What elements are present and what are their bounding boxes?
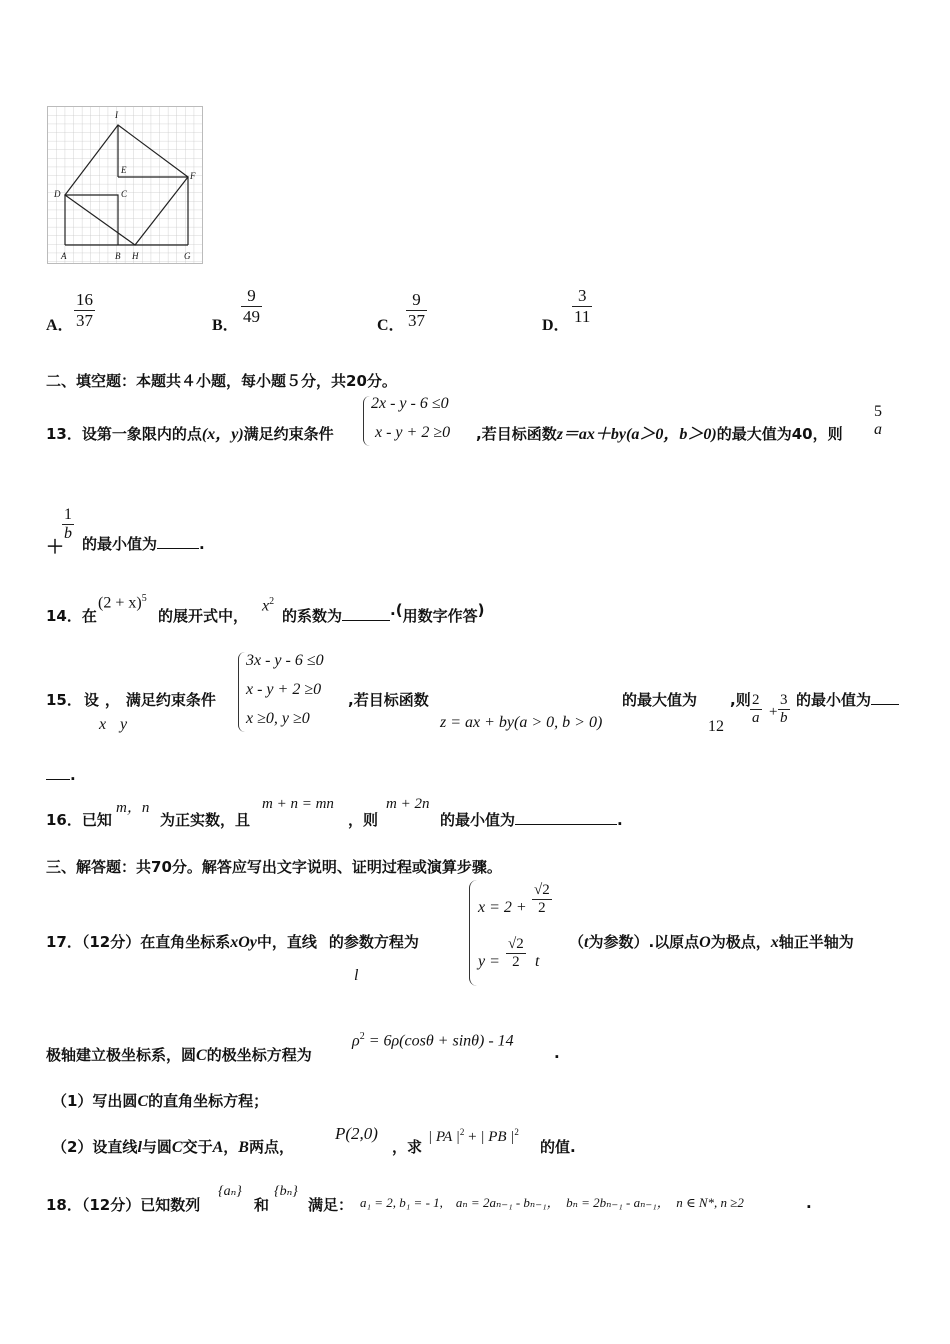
question-13-line2: ＋: [46, 537, 64, 558]
line-l-label: l: [354, 967, 359, 984]
variable-x: x: [99, 716, 107, 733]
plus-sign: +: [769, 704, 778, 720]
param-y-frac: $\frac{√2}{2}$: [508, 936, 524, 970]
max-value: 12: [708, 718, 724, 735]
question-15b: ,若目标函数: [348, 691, 429, 709]
objective-function: z = ax + by(a > 0, b > 0): [440, 714, 603, 731]
grid-figure: [46, 105, 206, 267]
label-A: A: [61, 251, 67, 261]
param-y-lhs: y =: [478, 953, 500, 970]
question-16c: ，则: [348, 811, 379, 829]
question-13-line1b: ,若目标函数z＝ax＋by(a＞0，b＞0)的最大值为40，则: [476, 425, 843, 443]
label-D: D: [54, 189, 61, 199]
param-x-lhs: x = 2 +: [478, 899, 527, 916]
fraction-1-over-b: $\frac{1}{b}$: [64, 506, 72, 542]
question-15f: .: [46, 766, 76, 784]
label-F: F: [190, 171, 196, 181]
question-17-line1b: （t为参数）.以原点O为极点，x轴正半轴为: [569, 933, 854, 951]
constraint-1: 2x - y - 6 ≤0: [371, 395, 449, 412]
constraint-brace: [363, 396, 370, 446]
distance-sum: | PA $|^2$ + | PB $|^2$: [428, 1127, 519, 1145]
fraction-2-over-a: $\frac{2}{a}$: [752, 692, 760, 726]
variable-y: y: [120, 716, 128, 733]
recurrence-conditions: a₁ = 2, b₁ = - 1, aₙ = 2aₙ₋₁ - bₙ₋₁， bₙ = 2bₙ₋₁ - aₙ₋₁， n ∈ N*, n ≥2: [360, 1195, 744, 1210]
label-I: I: [115, 110, 118, 120]
option-fraction: $\frac{3}{11}$: [574, 286, 591, 326]
fraction-5-over-a: 5 a: [874, 403, 882, 438]
label-B: B: [115, 251, 121, 261]
variables-m-n: m，n: [116, 800, 150, 816]
question-18: 18．（12分）已知数列: [46, 1196, 201, 1214]
fraction-3-over-b: $\frac{3}{b}$: [780, 692, 788, 726]
question-14b: 的展开式中，: [158, 607, 249, 625]
question-18b: 和: [254, 1196, 270, 1214]
option-letter: B．: [212, 317, 239, 334]
question-15: 15． 设 ， 满足约束条件: [46, 691, 216, 709]
question-18-end: .: [806, 1194, 812, 1212]
option-letter: D．: [542, 317, 570, 334]
option-fraction: $\frac{9}{37}$: [408, 290, 425, 330]
param-x-frac: $\frac{√2}{2}$: [534, 882, 550, 916]
question-17-part1: （1）写出圆C的直角坐标方程；: [52, 1092, 269, 1110]
question-16: 16．已知: [46, 811, 112, 829]
target-expression: m + 2n: [386, 796, 430, 812]
option-letter: A．: [46, 317, 74, 334]
polar-equation: $\rho^2 = 6\rho(\cos\theta + \sin\theta) - 14$: [352, 1031, 514, 1050]
label-G: G: [184, 251, 191, 261]
sequence-b: {bₙ}: [274, 1184, 298, 1199]
constraint-2: x - y + 2 ≥0: [246, 681, 322, 698]
question-15c: 的最大值为: [622, 691, 698, 709]
question-15d: ,则: [730, 691, 751, 709]
question-17-part2: （2）设直线l与圆C交于A，B两点，: [52, 1138, 294, 1156]
question-17-line1: 17．（12分）在直角坐标系xOy中，直线 的参数方程为: [46, 933, 419, 951]
binomial-expression: $(2 + x)^5$: [98, 593, 147, 612]
question-14c: 的系数为 .(用数字作答): [282, 601, 485, 625]
constraint-1: 3x - y - 6 ≤0: [246, 652, 324, 669]
constraint-brace: [238, 652, 245, 732]
question-16b: 为正实数，且: [160, 811, 251, 829]
question-15e: 的最小值为: [796, 689, 899, 710]
question-13-line1: 13．设第一象限内的点(x，y)满足约束条件: [46, 425, 334, 443]
label-C: C: [121, 189, 128, 199]
option-letter: C．: [377, 317, 405, 334]
geometry-figure: [46, 105, 206, 267]
question-18c: 满足：: [308, 1196, 354, 1214]
param-t: t: [535, 953, 540, 970]
option-fraction: $\frac{9}{49}$: [243, 286, 260, 326]
question-14: 14．在: [46, 607, 97, 625]
section-heading-solutions: 三、解答题：共70分。解答应写出文字说明、证明过程或演算步骤。: [46, 858, 502, 876]
question-17-part2b: ，求: [392, 1138, 423, 1156]
question-13-line2b: 的最小值为 .: [82, 535, 205, 553]
condition-equation: m + n = mn: [262, 796, 334, 812]
section-heading-fill-blank: 二、填空题：本题共４小题，每小题５分，共20分。: [46, 372, 397, 390]
question-16d: 的最小值为 .: [440, 811, 623, 829]
label-E: E: [121, 165, 127, 175]
polar-dot: .: [554, 1044, 560, 1062]
question-17-line2: 极轴建立极坐标系，圆C的极坐标方程为: [46, 1046, 312, 1064]
label-H: H: [132, 251, 139, 261]
sequence-a: {aₙ}: [218, 1184, 242, 1199]
x-squared: $x^2$: [262, 596, 275, 615]
constraint-2: x - y + 2 ≥0: [375, 424, 451, 441]
parametric-brace: [469, 880, 477, 986]
constraint-3: x ≥0, y ≥0: [246, 710, 310, 727]
question-17-part2c: 的值.: [540, 1138, 576, 1156]
option-fraction: $\frac{16}{37}$: [76, 290, 93, 330]
point-P: P(2,0): [335, 1124, 378, 1143]
